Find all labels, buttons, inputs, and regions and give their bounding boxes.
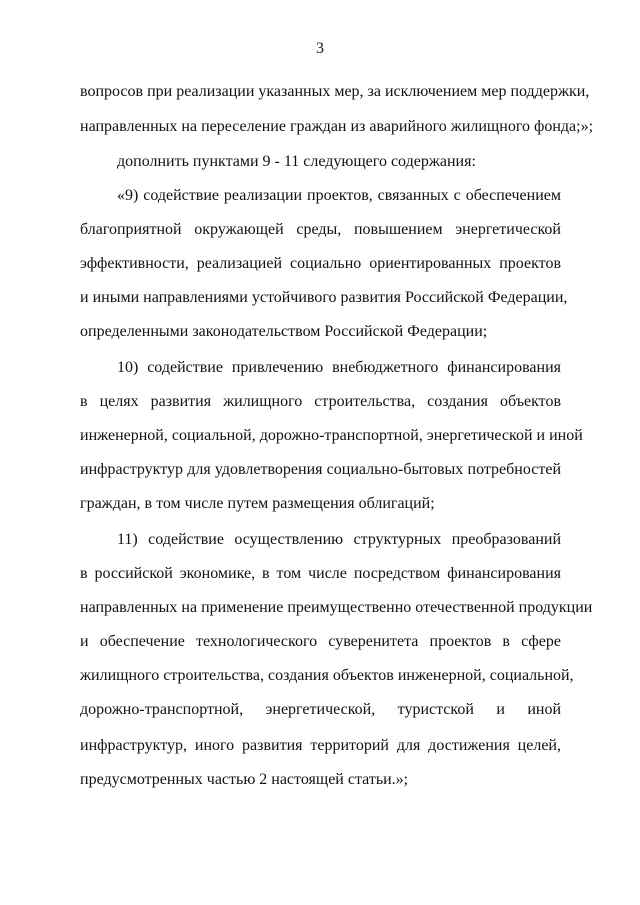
text-line: граждан, в том числе путем размещения облигаций; [80,495,435,512]
text-line: 10) содействие привлечению внебюджетного финансирования [117,359,561,376]
text-line: жилищного строительства, создания объектов инженерной, социальной, [80,667,574,684]
text-line: определенными законодательством Российской Федерации; [80,323,488,340]
text-line: и обеспечение технологического суверенитета проектов в сфере [80,633,561,650]
text-line: инфраструктур для удовлетворения социально-бытовых потребностей [80,461,561,478]
text-line: и иными направлениями устойчивого развития Российской Федерации, [80,289,568,306]
text-line: дополнить пунктами 9 - 11 следующего содержания: [117,153,476,170]
text-line: в целях развития жилищного строительства, создания объектов [80,393,561,410]
page-number: 3 [316,40,324,57]
text-line: 11) содействие осуществлению структурных преобразований [117,531,561,548]
text-line: эффективности, реализацией социально ориентированных проектов [80,255,561,272]
text-line: дорожно-транспортной, энергетической, туристской и иной [80,701,561,718]
text-line: вопросов при реализации указанных мер, за исключением мер поддержки, [80,83,590,100]
text-line: направленных на применение преимущественно отечественной продукции [80,599,593,616]
text-line: благоприятной окружающей среды, повышением энергетической [80,221,561,238]
text-line: «9) содействие реализации проектов, связанных с обеспечением [117,187,561,204]
text-line: в российской экономике, в том числе посредством финансирования [80,565,561,582]
text-line: предусмотренных частью 2 настоящей статьи.»; [80,771,409,788]
text-line: инженерной, социальной, дорожно-транспортной, энергетической и иной [80,427,583,444]
text-line: направленных на переселение граждан из аварийного жилищного фонда;»; [80,118,594,135]
text-line: инфраструктур, иного развития территорий для достижения целей, [80,737,561,754]
